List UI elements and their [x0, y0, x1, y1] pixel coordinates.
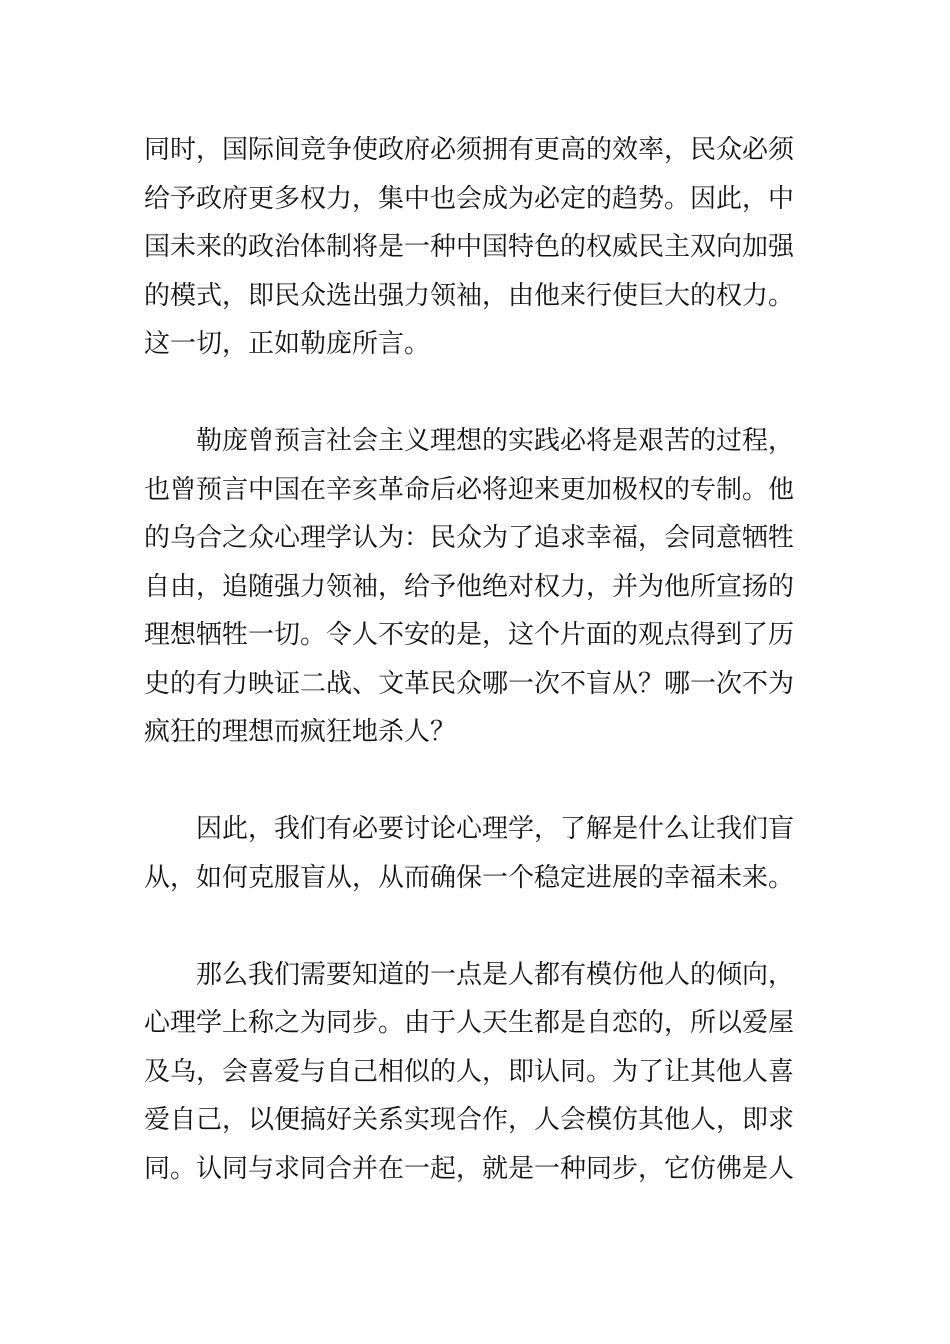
text-line: 的乌合之众心理学认为：民众为了追求幸福，会同意牺牲 — [144, 523, 795, 553]
paragraph-gap — [144, 757, 810, 806]
text-line: 自由，追随强力领袖，给予他绝对权力，并为他所宣扬的 — [144, 571, 795, 602]
text-line: 同时，国际间竞争使政府必须拥有更高的效率，民众必须 — [144, 135, 795, 165]
paragraph-gap — [144, 369, 810, 418]
paragraph-2 — [144, 417, 810, 757]
paragraph-1 — [144, 126, 810, 369]
text-line: 疯狂的理想而疯狂地杀人？ — [144, 717, 457, 747]
text-line: 的模式，即民众选出强力领袖，由他来行使巨大的权力。 — [144, 280, 795, 311]
text-line: 因此，我们有必要讨论心理学，了解是什么让我们盲 — [196, 814, 795, 844]
text-line: 那么我们需要知道的一点是人都有模仿他人的倾向， — [196, 959, 795, 990]
text-line: 史的有力映证二战、文革民众哪一次不盲从？哪一次不为 — [144, 668, 795, 699]
body-text — [144, 126, 810, 1193]
text-line: 理想牺牲一切。令人不安的是，这个片面的观点得到了历 — [144, 620, 795, 650]
text-line: 及乌，会喜爱与自己相似的人，即认同。为了让其他人喜 — [144, 1056, 795, 1087]
text-line: 也曾预言中国在辛亥革命后必将迎来更加极权的专制。他 — [144, 474, 795, 505]
text-line: 心理学上称之为同步。由于人天生都是自恋的，所以爱屋 — [144, 1008, 795, 1038]
paragraph-gap — [144, 902, 810, 951]
text-line: 同。认同与求同合并在一起，就是一种同步，它仿佛是人 — [144, 1153, 795, 1184]
paragraph-4 — [144, 951, 810, 1194]
text-line: 从，如何克服盲从，从而确保一个稳定进展的幸福未来。 — [144, 862, 795, 893]
paragraph-3 — [144, 805, 810, 902]
text-line: 爱自己，以便搞好关系实现合作，人会模仿其他人，即求 — [144, 1105, 795, 1135]
text-line: 这一切，正如勒庞所言。 — [144, 329, 431, 359]
text-line: 勒庞曾预言社会主义理想的实践必将是艰苦的过程， — [196, 426, 795, 456]
text-line: 国未来的政治体制将是一种中国特色的权威民主双向加强 — [144, 232, 795, 262]
text-line: 给予政府更多权力，集中也会成为必定的趋势。因此，中 — [144, 183, 795, 214]
